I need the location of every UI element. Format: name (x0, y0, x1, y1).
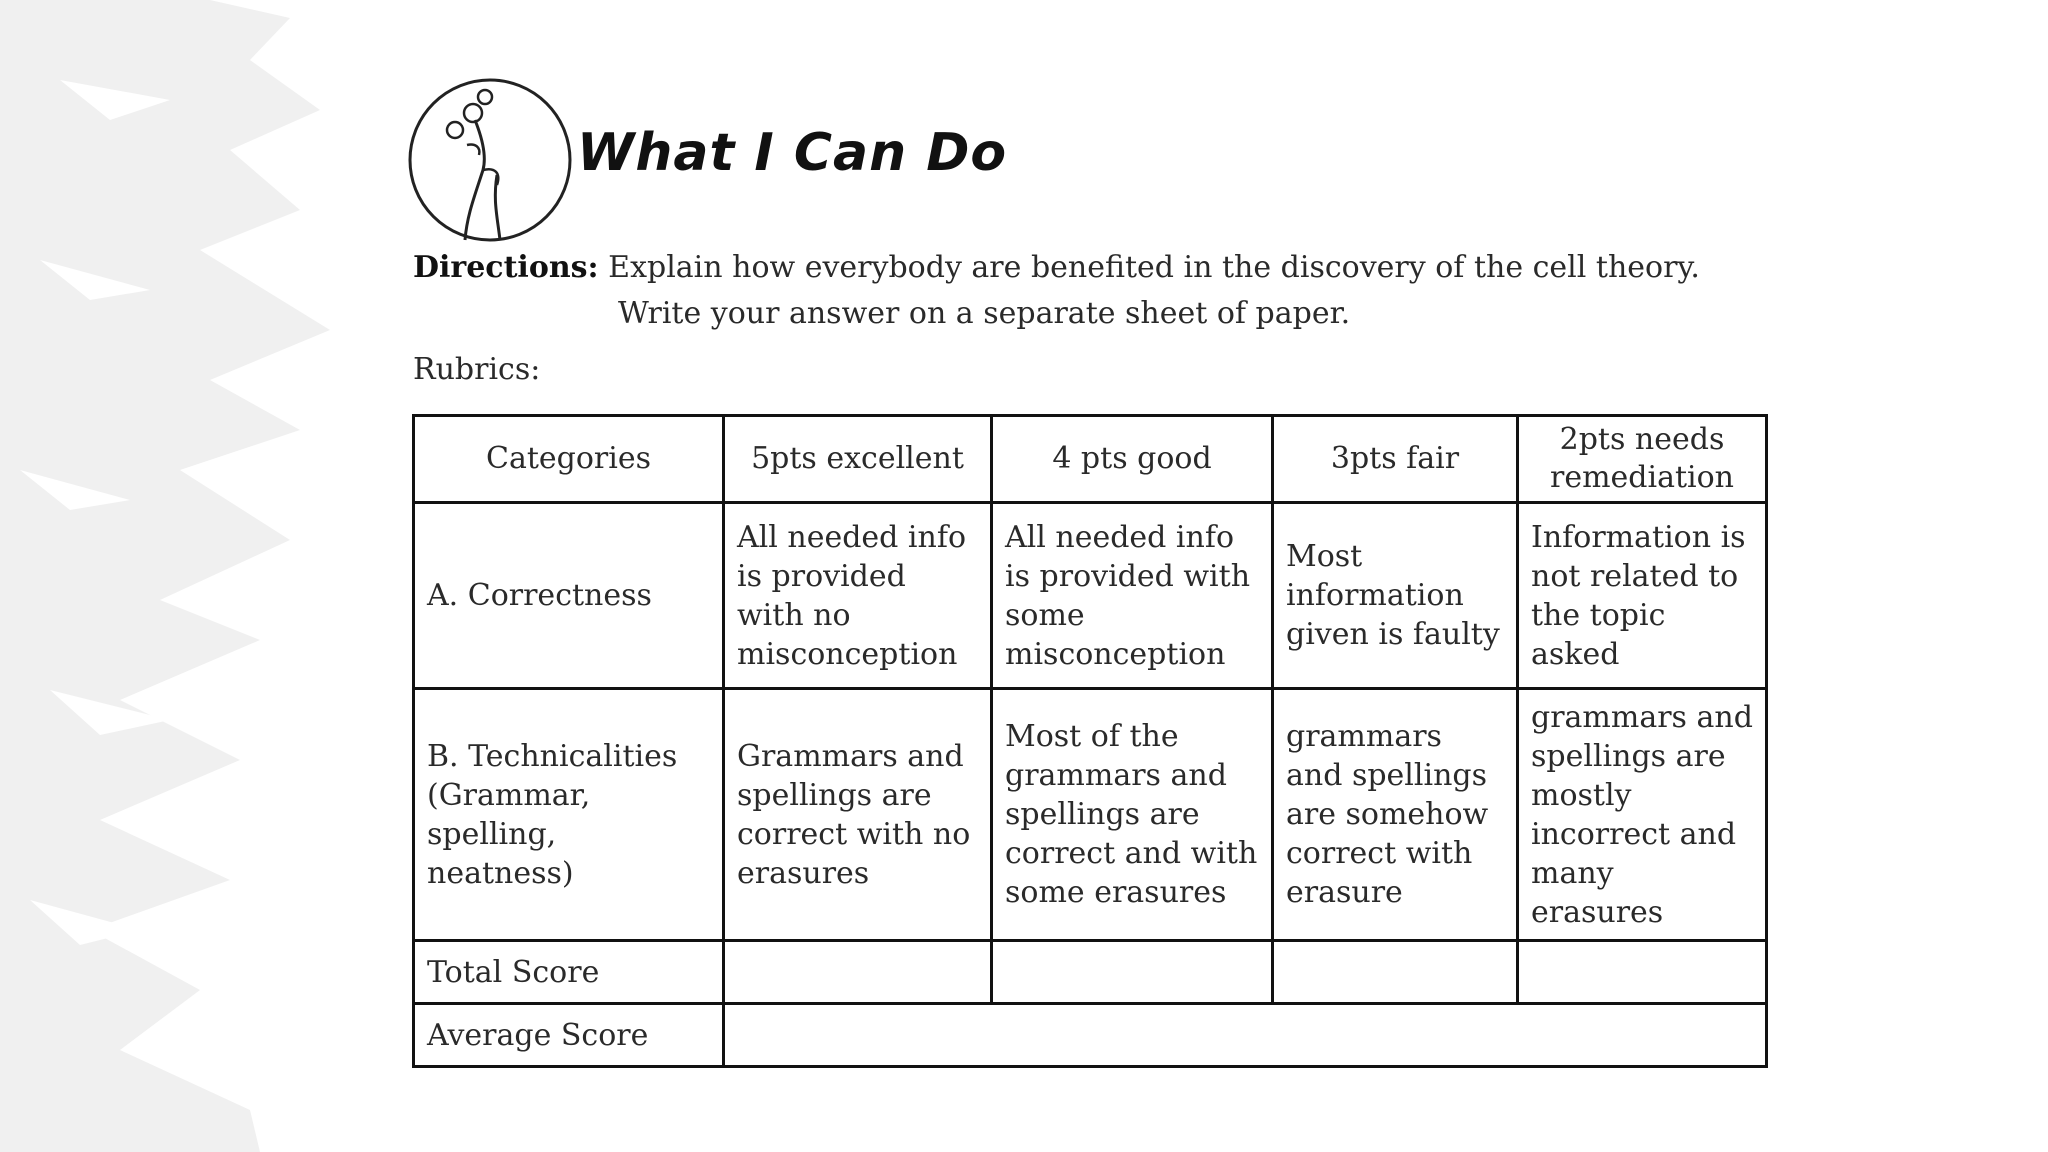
column-header: 4 pts good (992, 416, 1273, 503)
score-cell (1273, 941, 1518, 1004)
score-cell (992, 941, 1273, 1004)
rubrics-label: Rubrics: (413, 352, 541, 387)
category-cell: B. Technicalities (Grammar, spelling, neatness) (414, 689, 724, 941)
total-score-label: Total Score (414, 941, 724, 1004)
module-page (405, 55, 1805, 1115)
directions-line-2: Write your answer on a separate sheet of paper. (618, 296, 1351, 331)
criteria-cell: Most of the grammars and spellings are correct and with some erasures (992, 689, 1273, 941)
directions-line-1: Explain how everybody are benefited in the discovery of the cell theory. (608, 250, 1700, 285)
rubric-header-row (414, 416, 1767, 503)
directions-label: Directions: (413, 250, 599, 285)
rubric-table (412, 414, 1768, 1068)
average-score-row (414, 1004, 1767, 1067)
total-score-row (414, 941, 1767, 1004)
column-header: 5pts excellent (724, 416, 992, 503)
section-title: What I Can Do (577, 123, 1008, 183)
criteria-cell: All needed info is provided with some misconception (992, 503, 1273, 689)
directions-text (413, 245, 1813, 337)
criteria-cell: grammars and spellings are somehow correct with erasure (1273, 689, 1518, 941)
table-row (414, 689, 1767, 941)
criteria-cell: grammars and spellings are mostly incorrect and many erasures (1518, 689, 1767, 941)
column-header: Categories (414, 416, 724, 503)
column-header: 2pts needs remediation (1518, 416, 1767, 503)
table-row (414, 503, 1767, 689)
criteria-cell: All needed info is provided with no misconception (724, 503, 992, 689)
score-cell (1518, 941, 1767, 1004)
score-cell (724, 941, 992, 1004)
globe-hand-plant-icon (405, 75, 575, 245)
decorative-side-strip (0, 0, 340, 1152)
criteria-cell: Grammars and spellings are correct with no erasures (724, 689, 992, 941)
category-cell: A. Correctness (414, 503, 724, 689)
brush-stroke-decoration (0, 0, 340, 1152)
average-score-label: Average Score (414, 1004, 724, 1067)
average-score-cell (724, 1004, 1767, 1067)
column-header: 3pts fair (1273, 416, 1518, 503)
criteria-cell: Information is not related to the topic asked (1518, 503, 1767, 689)
section-header (405, 65, 1405, 235)
criteria-cell: Most information given is faulty (1273, 503, 1518, 689)
